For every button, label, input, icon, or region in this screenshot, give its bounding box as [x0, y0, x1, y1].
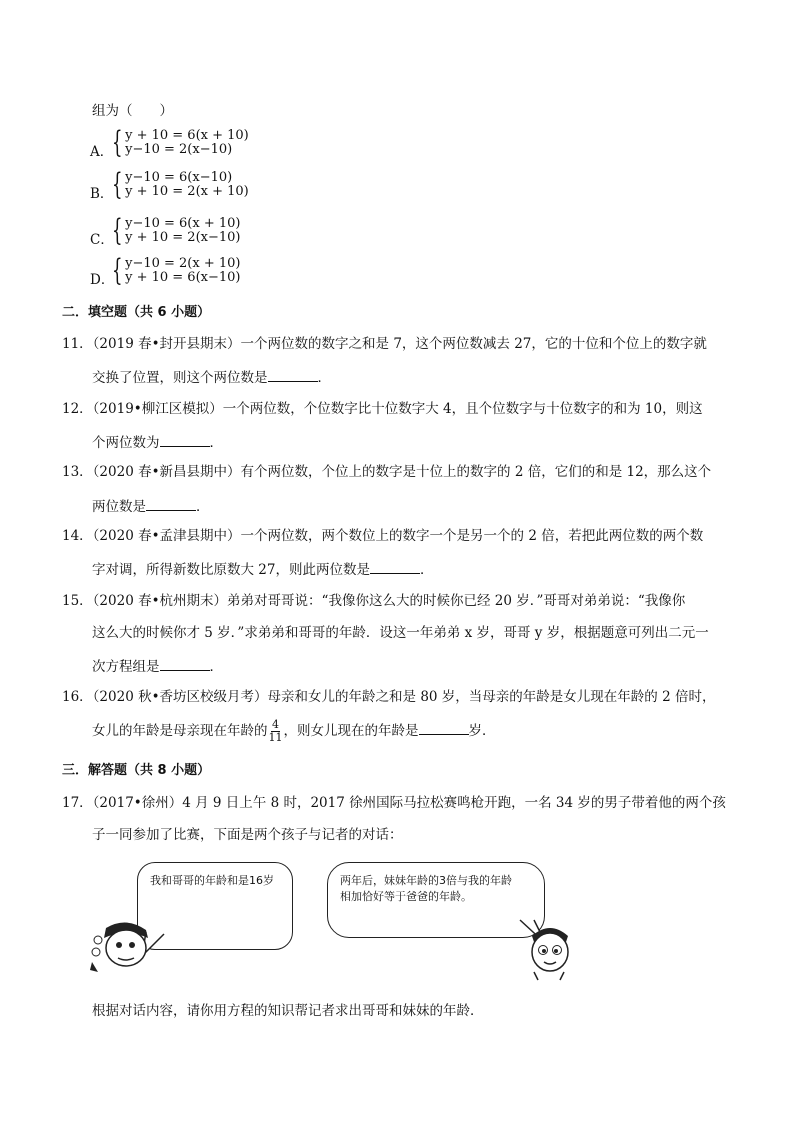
equation-system	[112, 125, 249, 160]
option-letter: D．	[90, 272, 115, 288]
option-letter: B．	[90, 186, 114, 202]
top-line: 组为（ ）	[92, 103, 173, 119]
question-17-line-2: 子一同参加了比赛，下面是两个孩子与记者的对话：	[92, 827, 403, 843]
question-11-line-1: 11．（2019 春•封开县期末）一个两位数的数字之和是 7，这个两位数减去 27，它的十位和个位上的数字就	[62, 336, 707, 352]
equation: y + 10 = 2(x + 10)	[125, 184, 249, 199]
question-text: ．	[209, 659, 223, 675]
brace-icon: {	[112, 253, 123, 288]
equation-system	[112, 213, 241, 248]
equation-system	[112, 167, 249, 202]
answer-blank[interactable]	[160, 658, 210, 671]
option-letter: C．	[90, 232, 114, 248]
option-letter: A．	[90, 144, 114, 160]
question-text: 女儿的年龄是母亲现在年龄的	[92, 723, 268, 739]
question-14-line-2	[92, 561, 433, 578]
answer-blank[interactable]	[419, 722, 469, 735]
bubble-text: 两年后，妹妹年龄的3倍与我的年龄	[340, 874, 512, 887]
question-13-line-2	[92, 498, 210, 515]
equation: y−10 = 6(x + 10)	[125, 216, 241, 231]
question-text: 两位数是	[92, 499, 146, 515]
bubble-text: 我和哥哥的年龄和是16岁	[150, 874, 274, 887]
question-text: ．	[317, 370, 331, 386]
fraction-denominator: 11	[268, 731, 283, 744]
equation: y−10 = 6(x−10)	[125, 170, 233, 185]
equation: y + 10 = 2(x−10)	[125, 230, 241, 245]
brace-icon: {	[112, 213, 123, 248]
equation: y + 10 = 6(x + 10)	[125, 128, 249, 143]
question-12-line-2	[92, 434, 223, 451]
fraction	[269, 719, 283, 744]
question-12-line-1: 12．（2019•柳江区模拟）一个两位数，个位数字比十位数字大 4，且个位数字与十位数字的和为 10，则这	[62, 401, 703, 417]
question-text: 字对调，所得新数比原数大 27，则此两位数是	[92, 562, 370, 578]
answer-blank[interactable]	[268, 369, 318, 382]
girl-cartoon-icon	[86, 918, 156, 980]
answer-blank[interactable]	[160, 434, 210, 447]
question-text: ．	[419, 562, 434, 578]
answer-blank[interactable]	[370, 561, 420, 574]
question-text: ．	[209, 435, 223, 451]
question-text: 次方程组是	[92, 659, 160, 675]
fraction-numerator: 4	[272, 718, 279, 731]
question-14-line-1: 14．（2020 春•孟津县期中）一个两位数，两个数位上的数字一个是另一个的 2 倍，若把此两位数的两个数	[62, 528, 704, 544]
question-text: 岁．	[468, 723, 496, 739]
question-17-line-1: 17．（2017•徐州）4 月 9 日上午 8 时，2017 徐州国际马拉松赛鸣枪开跑，一名 34 岁的男子带着他的两个孩	[62, 795, 726, 811]
equation: y + 10 = 6(x−10)	[125, 270, 241, 285]
section-heading: 三．解答题（共 8 小题）	[62, 763, 211, 778]
question-text: ．	[196, 499, 210, 515]
equation-system	[112, 253, 241, 288]
brace-icon: {	[112, 125, 123, 160]
equation: y−10 = 2(x−10)	[125, 142, 233, 157]
question-text: ，则女儿现在的年龄是	[283, 723, 419, 739]
section-heading: 二．填空题（共 6 小题）	[62, 305, 211, 320]
question-text: 交换了位置，则这个两位数是	[92, 370, 268, 386]
question-15-line-1: 15．（2020 春•杭州期末）弟弟对哥哥说：“我像你这么大的时候你已经 20 岁．”哥哥对弟弟说：“我像你	[62, 593, 686, 609]
bubble-text: 相加恰好等于爸爸的年龄。	[340, 890, 472, 903]
question-16-line-2	[92, 717, 496, 745]
boy-cartoon-icon	[520, 920, 580, 982]
question-15-line-3	[92, 658, 223, 675]
question-15-line-2: 这么大的时候你才 5 岁．”求弟弟和哥哥的年龄．设这一年弟弟 x 岁，哥哥 y 岁，根据题意可列出二元一	[92, 625, 709, 641]
question-13-line-1: 13．（2020 春•新昌县期中）有个两位数，个位上的数字是十位上的数字的 2 倍，它们的和是 12，那么这个	[62, 464, 712, 480]
equation: y−10 = 2(x + 10)	[125, 256, 241, 271]
question-17-prompt: 根据对话内容，请你用方程的知识帮记者求出哥哥和妹妹的年龄．	[92, 1003, 484, 1019]
question-16-line-1: 16．（2020 秋•香坊区校级月考）母亲和女儿的年龄之和是 80 岁，当母亲的年龄是女儿现在年龄的 2 倍时，	[62, 689, 716, 705]
answer-blank[interactable]	[146, 498, 196, 511]
question-text: 个两位数为	[92, 435, 160, 451]
question-11-line-2	[92, 369, 331, 386]
brace-icon: {	[112, 167, 123, 202]
